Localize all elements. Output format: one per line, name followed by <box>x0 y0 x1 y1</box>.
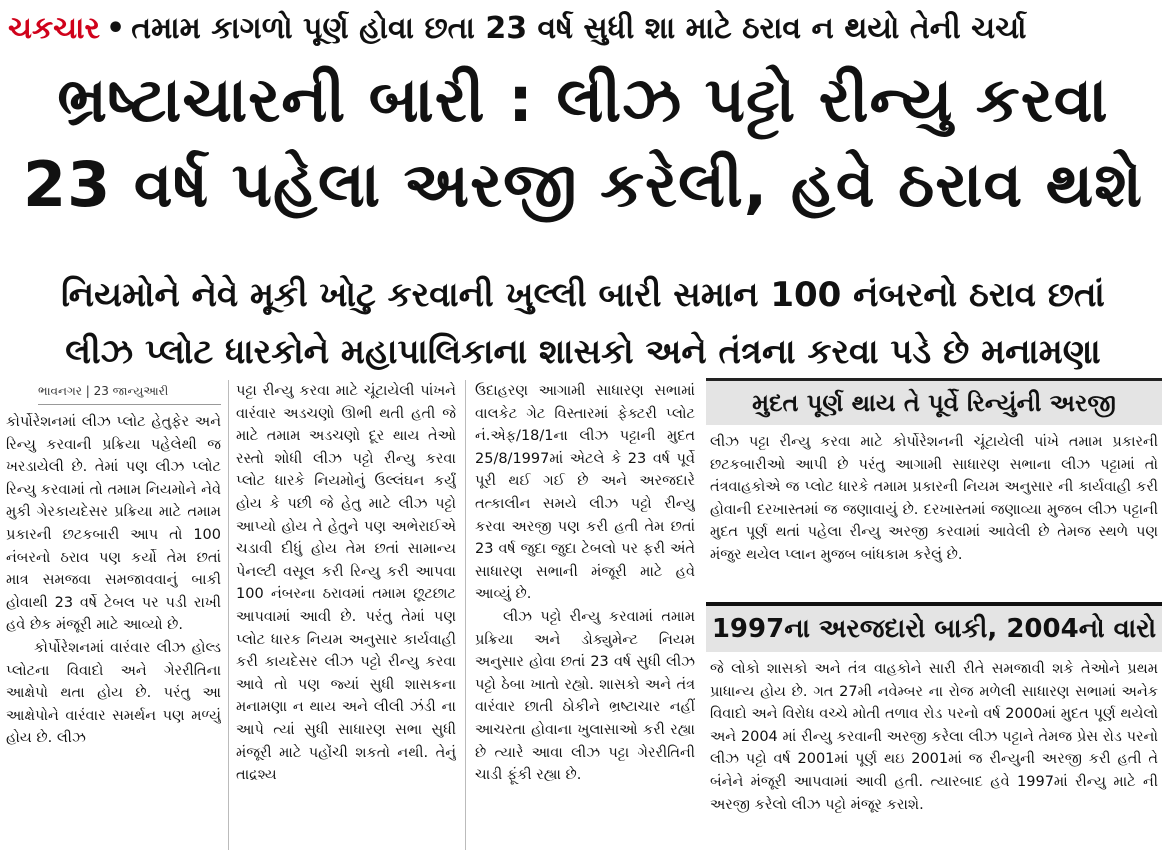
box-text: જે લોકો શાસકો અને તંત્ર વાહકોને સારી રીતે સમજાવી શકે તેઓને પ્રથમ પ્રાધાન્ય હોય છે. ગત 27મી નવેમ્બર ના રોજ મળેલી સાધારણ સભામાં અનેક વિવાદો અને વિરોધ વચ્ચે મોતી તળાવ રોડ પરનો વર્ષ 2000માં મુદત પૂર્ણ થયેલો અને 2004 માં રીન્યુ કરવાની અરજી કરેલા લીઝ પટ્ટાને તેમજ પ્રેસ રોડ પરનો લીઝ પટ્ટો વર્ષ 2001માં પૂર્ણ થઇ 2001માં જ રીન્યુની અરજી કરી હતી તે બંનેને મંજૂરી આપવામાં આવી હતી. ત્યારબાદ હવે 1997માં રીન્યુ માટે ની અરજી કરેલો લીઝ પટ્ટો મંજૂર કરાશે. <box>710 661 1158 813</box>
box-title: મુદત પૂર્ણ થાય તે પૂર્વે રિન્યુંની અરજી <box>706 378 1162 425</box>
column-3-paragraph-1: ઉદાહરણ આગામી સાધારણ સભામાં વાલકેટ ગેટ વિસ્તારમાં ફેક્ટરી પ્લોટ નં.એફ/18/1ના લીઝ પટ્ટાની મુદત 25/8/1997માં એટલે કે 23 વર્ષ પૂર્વે પૂરી થઈ ગઈ છે અને અરજદારે તત્કાલીન સમયે લીઝ પટ્ટો રીન્યુ કરવા અરજી પણ કરી હતી તેમ છતાં 23 વર્ષ જુદા જુદા ટેબલો પર ફરી અંતે સાધારણ સભાની મંજૂરી માટે હવે આવ્યું છે. <box>475 383 695 603</box>
article-column-3 <box>475 380 695 850</box>
kicker-tag: ચકચાર <box>8 11 101 46</box>
box-title: 1997ના અરજદારો બાકી, 2004નો વારો <box>706 602 1162 652</box>
box-text: લીઝ પટ્ટા રીન્યુ કરવા માટે કોર્પોરેશનની ચૂંટાયેલી પાંખે તમામ પ્રકારની છટકબારીઓ આપી છે પરંતુ આગામી સાધારણ સભાના લીઝ પટ્ટામાં તો તંત્રવાહકોએ જ પ્લોટ ધારકે તમામ પ્રકારની નિયમ અનુસાર ની કાર્યવાહી કરી હોવાની દરખાસ્તમાં જ જણાવાયું છે. દરખાસ્તમાં જણાવ્યા મુજબ લીઝ પટ્ટાની મુદત પૂર્ણ થતાં પહેલા રીન્યુ અરજી કરવામાં આવેલી છે તેમજ સ્થળે પણ મંજુર થયેલ પ્લાન મુજબ બાંધકામ કરેલું છે. <box>710 434 1158 563</box>
headline-line-1: ભ્રષ્ટાચારની બારી : લીઝ પટ્ટો રીન્યુ કરવા <box>57 63 1109 136</box>
column-2-paragraph-1: પટ્ટા રીન્યુ કરવા માટે ચૂંટાયેલી પાંખને વારંવાર અડચણો ઊભી થતી હતી જે માટે તમામ અડચણો દૂર થાય તેઓ રસ્તો શોધી લીઝ પટ્ટો રીન્યુ કરવા પ્લોટ ધારકે નિયમોનું ઉલ્લંઘન કર્યું હોય કે પછી જે હેતુ માટે લીઝ પટ્ટો આપ્યો હોય તે હેતુને પણ અભેરાઈએ ચડાવી દીધું હોય તેમ છતાં સામાન્ય પેનલ્ટી વસૂલ કરી રિન્યુ કરી આપવા 100 નંબરના ઠરાવમાં તમામ છૂટછાટ આપવામાં આવી છે. પરંતુ તેમાં પણ પ્લોટ ધારક નિયમ અનુસાર કાર્યવાહી કરી કાયદેસર લીઝ પટ્ટો રીન્યુ કરવા આવે તો પણ જ્યાં સુધી શાસકના મનામણા ન થાય અને લીલી ઝંડી ના આપે ત્યાં સુધી સાધારણ સભા સુધી મંજૂરી માટે પહોંચી શકતો નથી. તેનું તાદ્રશ્ય <box>236 383 456 784</box>
column-3-paragraph-2: લીઝ પટ્ટો રીન્યુ કરવામાં તમામ પ્રક્રિયા અને ડોક્યુમેન્ટ નિયમ અનુસાર હોવા છતાં 23 વર્ષ સુધી લીઝ પટ્ટો ઠેબા ખાતો રહ્યો. શાસકો અને તંત્ર વારંવાર છાતી ઠોકીને ભ્રષ્ટાચાર નહીં આચરતા હોવાના ખુલાસાઓ કરી રહ્યા છે ત્યારે આવા લીઝ પટ્ટા ગેરરીતિની ચાડી ફૂંકી રહ્યા છે. <box>475 608 695 784</box>
bullet-icon: • <box>106 11 126 46</box>
article-column-2 <box>236 380 456 850</box>
kicker-line <box>8 6 1158 52</box>
kicker-text: તમામ કાગળો પૂર્ણ હોવા છતા 23 વર્ષ સુધી શા માટે ઠરાવ ન થયો તેની ચર્ચા <box>131 11 1027 46</box>
sidebar-box-renewal-application <box>706 378 1162 567</box>
subheadline-line-1: નિયમોને નેવે મૂકી ખોટુ કરવાની ખુલ્લી બારી સમાન 100 નંબરનો ઠરાવ છતાં <box>61 275 1105 315</box>
sidebar-box-applicants-pending <box>706 602 1162 816</box>
headline-line-2: 23 વર્ષ પહેલા અરજી કરેલી, હવે ઠરાવ થશે <box>22 148 1144 221</box>
column-divider <box>228 380 229 850</box>
subheadline-line-2: લીઝ પ્લોટ ધારકોને મહાપાલિકાના શાસકો અને તંત્રના કરવા પડે છે મનામણા <box>65 332 1101 372</box>
column-1-paragraph-1: કોર્પોરેશનમાં લીઝ પ્લોટ હેતુફેર અને રિન્યુ કરવાની પ્રક્રિયા પહેલેથી જ ખરડાયેલી છે. તેમાં પણ લીઝ પ્લોટ રિન્યુ કરવામાં તો તમામ નિયમોને નેવે મુકી ગેરકાયદેસર પ્રક્રિયા માટે તમામ પ્રકારની છટકબારી આપ તો 100 નંબરનો ઠરાવ પણ કર્યો તેમ છતાં માત્ર સમજવા સમજાવવાનું બાકી હોવાથી 23 વર્ષે ટેબલ પર પડી રાખી હવે છેક મંજૂરી માટે આવ્યો છે. <box>6 414 221 634</box>
column-divider <box>465 380 466 850</box>
dateline: ભાવનગર | 23 જાન્યુઆરી <box>38 382 221 405</box>
article-column-1 <box>6 380 221 850</box>
column-1-paragraph-2: કોર્પોરેશનમાં વારંવાર લીઝ હોલ્ડ પ્લોટના વિવાદો અને ગેરરીતિના આક્ષેપો થતા હોય છે. પરંતુ આ આક્ષેપોને વારંવાર સમર્થન પણ મળ્યું હોય છે. લીઝ <box>6 639 221 747</box>
